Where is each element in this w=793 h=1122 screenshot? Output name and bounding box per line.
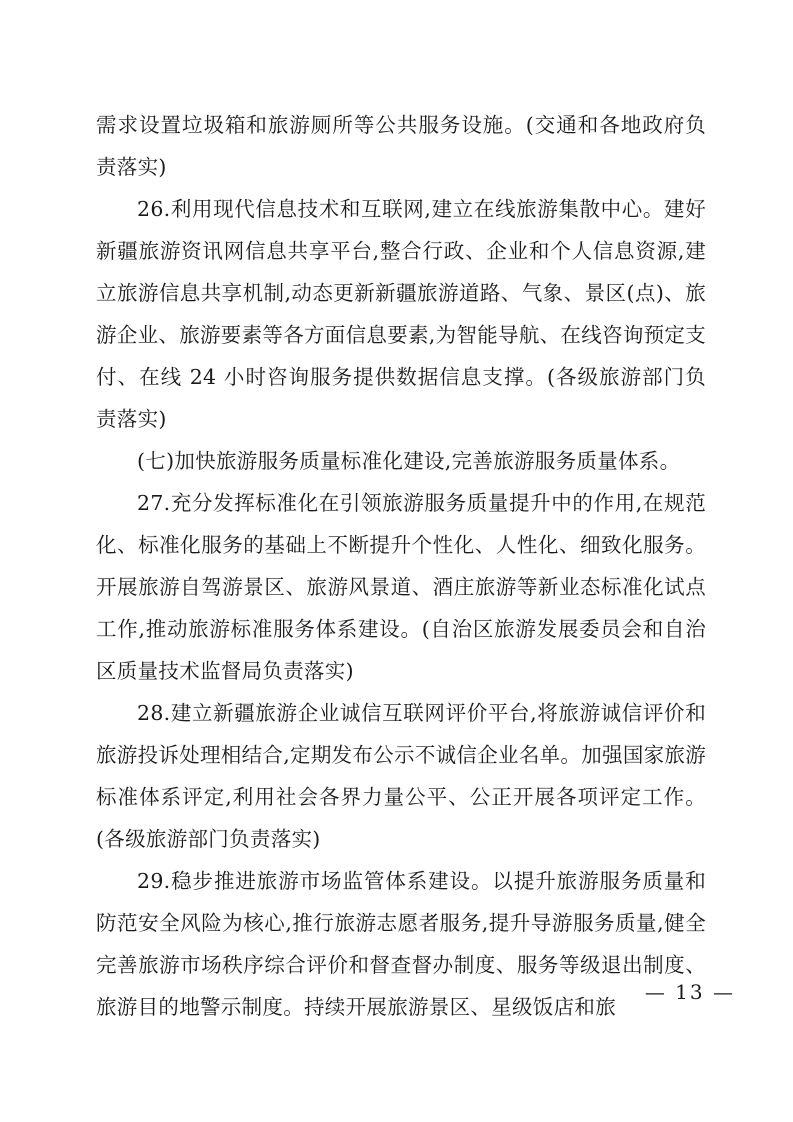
paragraph-item-27: 27.充分发挥标准化在引领旅游服务质量提升中的作用,在规范化、标准化服务的基础上不断提升个性化、人性化、细致化服务。开展旅游自驾游景区、旅游风景道、酒庄旅游等新业态标准化试点工作,推动旅游标准服务体系建设。(自治区旅游发展委员会和自治区质量技术监督局负责落实): [96, 491, 706, 683]
document-body: [96, 104, 706, 1028]
paragraph-section-seven: (七)加快旅游服务质量标准化建设,完善旅游服务质量体系。: [137, 449, 681, 473]
paragraph-item-26: 26.利用现代信息技术和互联网,建立在线旅游集散中心。建好新疆旅游资讯网信息共享平台,整合行政、企业和个人信息资源,建立旅游信息共享机制,动态更新新疆旅游道路、气象、景区(点)、旅游企业、旅游要素等各方面信息要素,为智能导航、在线咨询预定支付、在线 24 小时咨询服务提供数据信息支撑。(各级旅游部门负责落实): [96, 197, 707, 431]
page-number: — 13 —: [644, 980, 735, 1004]
paragraph-item-29: 29.稳步推进旅游市场监管体系建设。以提升旅游服务质量和防范安全风险为核心,推行旅游志愿者服务,提升导游服务质量,健全完善旅游市场秩序综合评价和督查督办制度、服务等级退出制度、旅游目的地警示制度。持续开展旅游景区、星级饭店和旅: [96, 869, 706, 1019]
paragraph-continued: 需求设置垃圾箱和旅游厕所等公共服务设施。(交通和各地政府负责落实): [96, 113, 706, 179]
paragraph-item-28: 28.建立新疆旅游企业诚信互联网评价平台,将旅游诚信评价和旅游投诉处理相结合,定期发布公示不诚信企业名单。加强国家旅游标准体系评定,利用社会各界力量公平、公正开展各项评定工作。(各级旅游部门负责落实): [96, 701, 707, 851]
